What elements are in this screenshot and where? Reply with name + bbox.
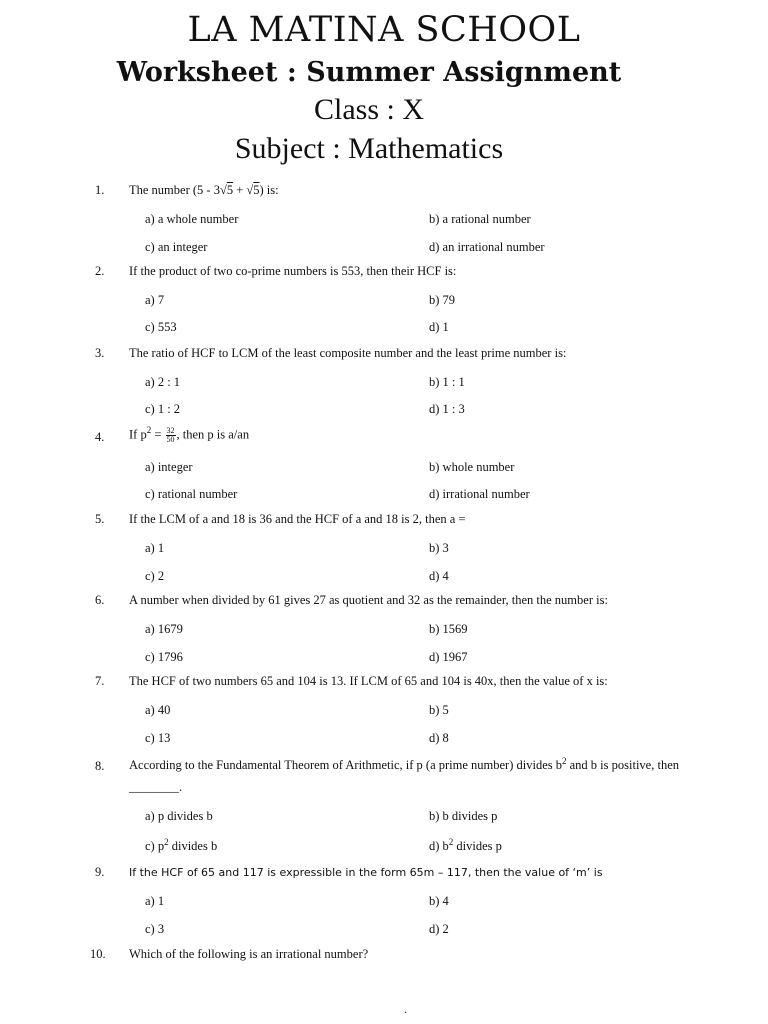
option-d: d) 2 — [429, 922, 449, 936]
option-b: b) 5 — [429, 703, 449, 717]
option-a: a) 2 : 1 — [145, 375, 181, 389]
option-c: c) $p^2$ divides b — [145, 836, 218, 853]
option-b: b) b divides p — [429, 809, 498, 823]
question-number: 1. — [95, 183, 105, 197]
question-number: 6. — [95, 593, 105, 607]
class-label: Class : X — [313, 93, 424, 126]
option-c: c) 2 — [145, 569, 165, 583]
option-a: a) 1 — [145, 894, 165, 908]
question-number: 5. — [95, 512, 105, 526]
question-text: If the HCF of 65 and 117 is expressible in the form 65m – 117, then the value of ‘m’ is — [129, 866, 603, 879]
option-b: b) 3 — [429, 541, 449, 555]
option-d: d) 4 — [429, 569, 449, 583]
option-c: c) an integer — [145, 240, 208, 254]
option-d: d) 8 — [429, 731, 449, 745]
question-text: If the LCM of a and 18 is 36 and the HCF of a and 18 is 2, then a = — [129, 512, 466, 526]
option-c: c) 13 — [145, 731, 171, 745]
footer-dot: . — [404, 1002, 407, 1016]
answer-blank: ________. — [129, 780, 183, 794]
question-number: 3. — [95, 346, 105, 360]
option-a: a) 1 — [145, 541, 165, 555]
option-b: b) 79 — [429, 293, 456, 307]
option-c: c) 1796 — [145, 650, 183, 664]
option-d: d) 1 : 3 — [429, 402, 465, 416]
question-text: A number when divided by 61 gives 27 as quotient and 32 as the remainder, then the number is: — [129, 593, 608, 607]
option-c: c) 1 : 2 — [145, 402, 181, 416]
option-a: a) 7 — [145, 293, 165, 307]
question-text: The number (5 - 3√5 + √5) is: — [129, 183, 279, 197]
option-c: c) 553 — [145, 320, 177, 334]
option-c: c) 3 — [145, 922, 165, 936]
question-number: 2. — [95, 264, 105, 278]
option-b: b) whole number — [429, 460, 515, 474]
option-c: c) rational number — [145, 487, 238, 501]
question-number: 4. — [95, 430, 105, 444]
question-text: If the product of two co-prime numbers is 553, then their HCF is: — [129, 264, 457, 278]
question-number: 8. — [95, 759, 105, 773]
option-d: d) irrational number — [429, 487, 530, 501]
question-text: If $p^2$ = $\frac{32}{50}$ , then p is a/an — [129, 425, 250, 444]
option-b: b) 1569 — [429, 622, 468, 636]
option-a: a) p divides b — [145, 809, 213, 823]
question-text: According to the Fundamental Theorem of Arithmetic, if p (a prime number) divides $b^2$ and b is positive, then — [129, 755, 679, 772]
fraction: $\frac{32}{50}$ — [166, 426, 175, 444]
option-a: a) 40 — [145, 703, 171, 717]
option-b: b) a rational number — [429, 212, 531, 226]
option-a: a) a whole number — [145, 212, 239, 226]
option-d: d) 1 — [429, 320, 449, 334]
option-d: d) $b^2$ divides p — [429, 836, 502, 853]
option-b: b) 4 — [429, 894, 449, 908]
option-d: d) an irrational number — [429, 240, 545, 254]
option-a: a) integer — [145, 460, 193, 474]
question-number: 7. — [95, 674, 105, 688]
option-b: b) 1 : 1 — [429, 375, 465, 389]
question-text: The ratio of HCF to LCM of the least composite number and the least prime number is: — [129, 346, 567, 360]
worksheet-title: Worksheet : Summer Assignment — [116, 57, 622, 88]
school-name: LA MATINA SCHOOL — [187, 10, 581, 50]
option-d: d) 1967 — [429, 650, 468, 664]
question-text: Which of the following is an irrational number? — [129, 947, 369, 961]
option-a: a) 1679 — [145, 622, 183, 636]
question-number: 9. — [95, 865, 105, 879]
question-text: The HCF of two numbers 65 and 104 is 13. If LCM of 65 and 104 is 40x, then the value of x is: — [129, 674, 608, 688]
subject-label: Subject : Mathematics — [234, 132, 504, 165]
question-number: 10. — [90, 947, 106, 961]
